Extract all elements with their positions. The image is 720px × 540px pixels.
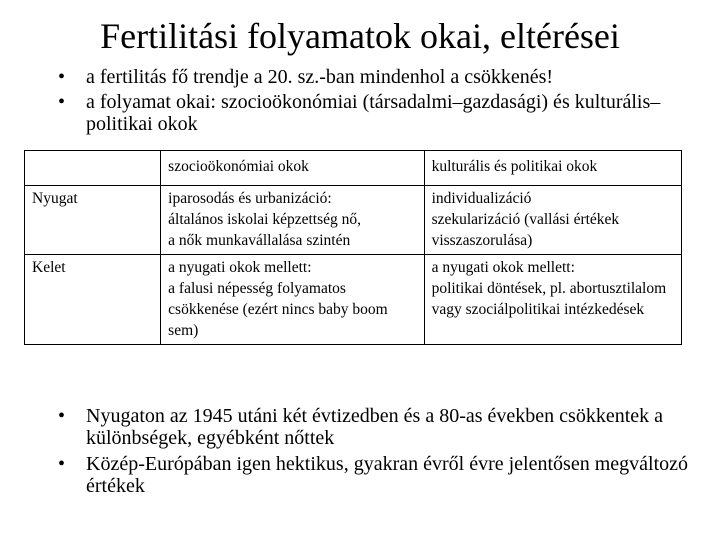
row-label-nyugat: Nyugat xyxy=(25,186,161,255)
row-label-kelet: Kelet xyxy=(25,255,161,345)
causes-table xyxy=(24,150,682,345)
slide-title: Fertilitási folyamatok okai, eltérései xyxy=(100,16,620,56)
bottom-bullet-list xyxy=(58,405,698,497)
cell-line: a nők munkavállalása szintén xyxy=(168,232,351,249)
header-cultural-political: kulturális és politikai okok xyxy=(424,151,681,186)
cell-line: politikai döntések, pl. abortusztilalom vagy szociálpolitikai intézkedések xyxy=(431,280,667,318)
cell-line: a nyugati okok mellett: xyxy=(168,259,312,276)
cell-line: általános iskolai képzettség nő, xyxy=(168,211,361,228)
cell-line: a nyugati okok mellett: xyxy=(431,259,575,276)
bullet-item: • Nyugaton az 1945 utáni két évtizedben és a 80-as években csökkentek a különbségek, egyébként nőttek xyxy=(58,405,698,449)
table-row xyxy=(25,186,682,255)
cell-line: iparosodás és urbanizáció: xyxy=(168,190,332,207)
cell-kelet-socioeconomic xyxy=(161,255,424,345)
table-header-row xyxy=(25,151,682,186)
table-corner-cell xyxy=(25,151,161,186)
cell-line: szekularizáció (vallási értékek visszaszorulása) xyxy=(431,211,620,249)
cell-nyugat-cultural xyxy=(424,186,681,255)
bullet-item: • a fertilitás fő trendje a 20. sz.-ban mindenhol a csökkenés! xyxy=(58,66,698,88)
bullet-item: • a folyamat okai: szocioökonómiai (társadalmi–gazdasági) és kulturális–politikai okok xyxy=(58,91,698,135)
bullet-item: • Közép-Európában igen hektikus, gyakran évről évre jelentősen megváltozó értékek xyxy=(58,453,698,497)
top-bullet-list xyxy=(58,66,698,135)
cell-nyugat-socioeconomic xyxy=(161,186,424,255)
cell-kelet-cultural xyxy=(424,255,681,345)
cell-line: a falusi népesség folyamatos csökkenése (ezért nincs baby boom sem) xyxy=(168,280,388,339)
table-row xyxy=(25,255,682,345)
cell-line: individualizáció xyxy=(431,190,532,207)
header-socioeconomic: szocioökonómiai okok xyxy=(161,151,424,186)
